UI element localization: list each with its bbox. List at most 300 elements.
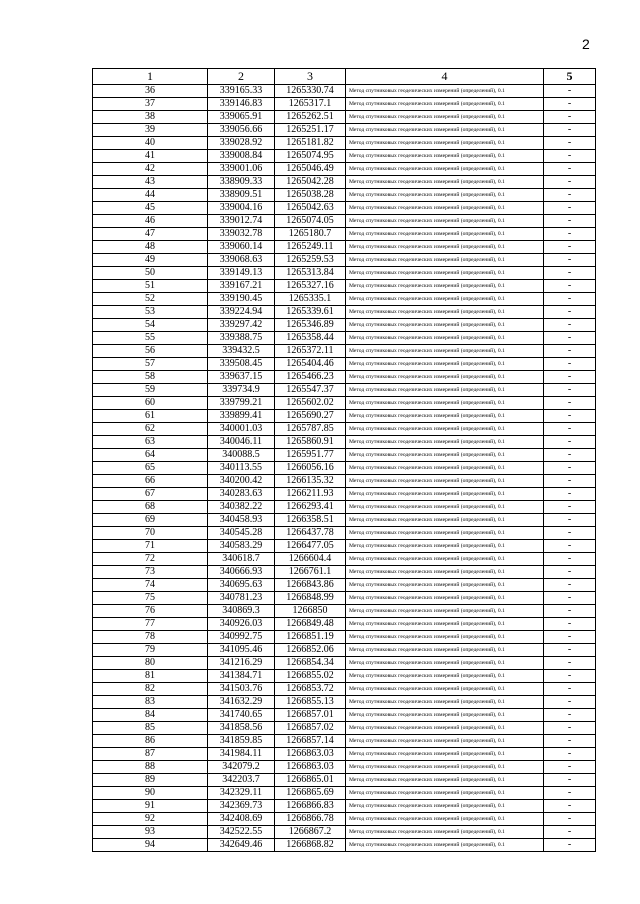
table-row [93, 592, 596, 605]
point-number-cell: 77 [93, 618, 208, 631]
method-cell: Метод спутниковых геодезических измерений (определений), 0.1 [346, 592, 544, 605]
table-row [93, 696, 596, 709]
column5-cell: - [544, 527, 596, 540]
y-coordinate-cell: 1266866.83 [275, 800, 346, 813]
point-number-cell: 91 [93, 800, 208, 813]
table-row [93, 514, 596, 527]
point-number-cell: 53 [93, 306, 208, 319]
point-number-cell: 60 [93, 397, 208, 410]
table-row [93, 384, 596, 397]
method-cell: Метод спутниковых геодезических измерений (определений), 0.1 [346, 540, 544, 553]
point-number-cell: 41 [93, 150, 208, 163]
method-cell: Метод спутниковых геодезических измерений (определений), 0.1 [346, 293, 544, 306]
point-number-cell: 64 [93, 449, 208, 462]
point-number-cell: 62 [93, 423, 208, 436]
method-cell: Метод спутниковых геодезических измерений (определений), 0.1 [346, 553, 544, 566]
point-number-cell: 51 [93, 280, 208, 293]
method-cell: Метод спутниковых геодезических измерений (определений), 0.1 [346, 813, 544, 826]
column-header-5: 5 [544, 69, 596, 85]
column5-cell: - [544, 501, 596, 514]
method-cell: Метод спутниковых геодезических измерений (определений), 0.1 [346, 163, 544, 176]
column5-cell: - [544, 839, 596, 852]
point-number-cell: 89 [93, 774, 208, 787]
column5-cell: - [544, 696, 596, 709]
column5-cell: - [544, 215, 596, 228]
point-number-cell: 58 [93, 371, 208, 384]
point-number-cell: 76 [93, 605, 208, 618]
x-coordinate-cell: 340869.3 [208, 605, 275, 618]
point-number-cell: 80 [93, 657, 208, 670]
x-coordinate-cell: 342649.46 [208, 839, 275, 852]
x-coordinate-cell: 341740.65 [208, 709, 275, 722]
point-number-cell: 79 [93, 644, 208, 657]
column5-cell: - [544, 787, 596, 800]
x-coordinate-cell: 339432.5 [208, 345, 275, 358]
page-number: 2 [582, 36, 590, 52]
x-coordinate-cell: 339388.75 [208, 332, 275, 345]
y-coordinate-cell: 1266851.19 [275, 631, 346, 644]
column5-cell: - [544, 85, 596, 98]
method-cell: Метод спутниковых геодезических измерений (определений), 0.1 [346, 397, 544, 410]
point-number-cell: 43 [93, 176, 208, 189]
method-cell: Метод спутниковых геодезических измерений (определений), 0.1 [346, 657, 544, 670]
y-coordinate-cell: 1265690.27 [275, 410, 346, 423]
point-number-cell: 56 [93, 345, 208, 358]
y-coordinate-cell: 1265074.05 [275, 215, 346, 228]
column5-cell: - [544, 813, 596, 826]
column5-cell: - [544, 592, 596, 605]
y-coordinate-cell: 1266863.03 [275, 748, 346, 761]
y-coordinate-cell: 1265313.84 [275, 267, 346, 280]
point-number-cell: 50 [93, 267, 208, 280]
column5-cell: - [544, 462, 596, 475]
method-cell: Метод спутниковых геодезических измерений (определений), 0.1 [346, 683, 544, 696]
table-row [93, 306, 596, 319]
x-coordinate-cell: 341984.11 [208, 748, 275, 761]
x-coordinate-cell: 341859.85 [208, 735, 275, 748]
x-coordinate-cell: 339799.21 [208, 397, 275, 410]
y-coordinate-cell: 1266865.01 [275, 774, 346, 787]
x-coordinate-cell: 341095.46 [208, 644, 275, 657]
column5-cell: - [544, 397, 596, 410]
column5-cell: - [544, 345, 596, 358]
column-header-3: 3 [275, 69, 346, 85]
column5-cell: - [544, 111, 596, 124]
table-body [93, 85, 596, 852]
x-coordinate-cell: 339508.45 [208, 358, 275, 371]
table-row [93, 566, 596, 579]
method-cell: Метод спутниковых геодезических измерений (определений), 0.1 [346, 215, 544, 228]
column5-cell: - [544, 566, 596, 579]
method-cell: Метод спутниковых геодезических измерений (определений), 0.1 [346, 124, 544, 137]
x-coordinate-cell: 340382.22 [208, 501, 275, 514]
method-cell: Метод спутниковых геодезических измерений (определений), 0.1 [346, 774, 544, 787]
point-number-cell: 73 [93, 566, 208, 579]
x-coordinate-cell: 342369.73 [208, 800, 275, 813]
point-number-cell: 70 [93, 527, 208, 540]
method-cell: Метод спутниковых геодезических измерений (определений), 0.1 [346, 254, 544, 267]
method-cell: Метод спутниковых геодезических измерений (определений), 0.1 [346, 410, 544, 423]
x-coordinate-cell: 339065.91 [208, 111, 275, 124]
x-coordinate-cell: 340458.93 [208, 514, 275, 527]
method-cell: Метод спутниковых геодезических измерений (определений), 0.1 [346, 761, 544, 774]
x-coordinate-cell: 340781.23 [208, 592, 275, 605]
table-row [93, 800, 596, 813]
point-number-cell: 42 [93, 163, 208, 176]
method-cell: Метод спутниковых геодезических измерений (определений), 0.1 [346, 150, 544, 163]
table-row [93, 111, 596, 124]
table-header-row [93, 69, 596, 85]
x-coordinate-cell: 339637.15 [208, 371, 275, 384]
column-header-1: 1 [93, 69, 208, 85]
column5-cell: - [544, 137, 596, 150]
table-row [93, 150, 596, 163]
point-number-cell: 52 [93, 293, 208, 306]
table-row [93, 423, 596, 436]
table-row [93, 774, 596, 787]
table-row [93, 371, 596, 384]
table-row [93, 98, 596, 111]
y-coordinate-cell: 1266853.72 [275, 683, 346, 696]
x-coordinate-cell: 340618.7 [208, 553, 275, 566]
method-cell: Метод спутниковых геодезических измерений (определений), 0.1 [346, 371, 544, 384]
x-coordinate-cell: 342079.2 [208, 761, 275, 774]
method-cell: Метод спутниковых геодезических измерений (определений), 0.1 [346, 800, 544, 813]
x-coordinate-cell: 342203.7 [208, 774, 275, 787]
column5-cell: - [544, 98, 596, 111]
point-number-cell: 69 [93, 514, 208, 527]
method-cell: Метод спутниковых геодезических измерений (определений), 0.1 [346, 436, 544, 449]
y-coordinate-cell: 1266867.2 [275, 826, 346, 839]
column5-cell: - [544, 371, 596, 384]
y-coordinate-cell: 1265074.95 [275, 150, 346, 163]
y-coordinate-cell: 1266358.51 [275, 514, 346, 527]
x-coordinate-cell: 339004.16 [208, 202, 275, 215]
column-header-2: 2 [208, 69, 275, 85]
point-number-cell: 40 [93, 137, 208, 150]
y-coordinate-cell: 1265262.51 [275, 111, 346, 124]
point-number-cell: 84 [93, 709, 208, 722]
column5-cell: - [544, 826, 596, 839]
y-coordinate-cell: 1266848.99 [275, 592, 346, 605]
x-coordinate-cell: 339012.74 [208, 215, 275, 228]
column5-cell: - [544, 774, 596, 787]
method-cell: Метод спутниковых геодезических измерений (определений), 0.1 [346, 423, 544, 436]
method-cell: Метод спутниковых геодезических измерений (определений), 0.1 [346, 605, 544, 618]
point-number-cell: 68 [93, 501, 208, 514]
point-number-cell: 61 [93, 410, 208, 423]
table-row [93, 163, 596, 176]
point-number-cell: 54 [93, 319, 208, 332]
x-coordinate-cell: 340088.5 [208, 449, 275, 462]
point-number-cell: 39 [93, 124, 208, 137]
y-coordinate-cell: 1266857.14 [275, 735, 346, 748]
x-coordinate-cell: 339008.84 [208, 150, 275, 163]
point-number-cell: 78 [93, 631, 208, 644]
point-number-cell: 83 [93, 696, 208, 709]
method-cell: Метод спутниковых геодезических измерений (определений), 0.1 [346, 241, 544, 254]
column5-cell: - [544, 449, 596, 462]
table-row [93, 605, 596, 618]
y-coordinate-cell: 1266868.82 [275, 839, 346, 852]
method-cell: Метод спутниковых геодезических измерений (определений), 0.1 [346, 449, 544, 462]
x-coordinate-cell: 338909.51 [208, 189, 275, 202]
point-number-cell: 93 [93, 826, 208, 839]
column5-cell: - [544, 800, 596, 813]
column5-cell: - [544, 605, 596, 618]
y-coordinate-cell: 1266477.05 [275, 540, 346, 553]
method-cell: Метод спутниковых геодезических измерений (определений), 0.1 [346, 319, 544, 332]
column5-cell: - [544, 267, 596, 280]
column5-cell: - [544, 228, 596, 241]
column5-cell: - [544, 332, 596, 345]
method-cell: Метод спутниковых геодезических измерений (определений), 0.1 [346, 475, 544, 488]
column5-cell: - [544, 748, 596, 761]
table-row [93, 735, 596, 748]
y-coordinate-cell: 1265181.82 [275, 137, 346, 150]
y-coordinate-cell: 1265251.17 [275, 124, 346, 137]
y-coordinate-cell: 1265372.11 [275, 345, 346, 358]
column5-cell: - [544, 150, 596, 163]
point-number-cell: 49 [93, 254, 208, 267]
table-row [93, 202, 596, 215]
y-coordinate-cell: 1265466.23 [275, 371, 346, 384]
column5-cell: - [544, 423, 596, 436]
method-cell: Метод спутниковых геодезических измерений (определений), 0.1 [346, 514, 544, 527]
method-cell: Метод спутниковых геодезических измерений (определений), 0.1 [346, 137, 544, 150]
table-row [93, 826, 596, 839]
table-row [93, 267, 596, 280]
x-coordinate-cell: 339032.78 [208, 228, 275, 241]
y-coordinate-cell: 1265317.1 [275, 98, 346, 111]
table-row [93, 683, 596, 696]
method-cell: Метод спутниковых геодезических измерений (определений), 0.1 [346, 345, 544, 358]
x-coordinate-cell: 339297.42 [208, 319, 275, 332]
table-row [93, 215, 596, 228]
column5-cell: - [544, 436, 596, 449]
table-row [93, 475, 596, 488]
column-header-4: 4 [346, 69, 544, 85]
x-coordinate-cell: 339190.45 [208, 293, 275, 306]
table-row [93, 124, 596, 137]
x-coordinate-cell: 341384.71 [208, 670, 275, 683]
y-coordinate-cell: 1265860.91 [275, 436, 346, 449]
table-row [93, 722, 596, 735]
column5-cell: - [544, 189, 596, 202]
table-row [93, 631, 596, 644]
point-number-cell: 47 [93, 228, 208, 241]
table-row [93, 254, 596, 267]
x-coordinate-cell: 341216.29 [208, 657, 275, 670]
method-cell: Метод спутниковых геодезических измерений (определений), 0.1 [346, 735, 544, 748]
table-row [93, 761, 596, 774]
x-coordinate-cell: 340666.93 [208, 566, 275, 579]
table-row [93, 501, 596, 514]
column5-cell: - [544, 683, 596, 696]
y-coordinate-cell: 1266761.1 [275, 566, 346, 579]
table-row [93, 319, 596, 332]
table-row [93, 644, 596, 657]
x-coordinate-cell: 339056.66 [208, 124, 275, 137]
method-cell: Метод спутниковых геодезических измерений (определений), 0.1 [346, 709, 544, 722]
method-cell: Метод спутниковых геодезических измерений (определений), 0.1 [346, 631, 544, 644]
method-cell: Метод спутниковых геодезических измерений (определений), 0.1 [346, 306, 544, 319]
column5-cell: - [544, 761, 596, 774]
point-number-cell: 75 [93, 592, 208, 605]
y-coordinate-cell: 1265046.49 [275, 163, 346, 176]
point-number-cell: 74 [93, 579, 208, 592]
method-cell: Метод спутниковых геодезических измерений (определений), 0.1 [346, 202, 544, 215]
x-coordinate-cell: 340992.75 [208, 631, 275, 644]
point-number-cell: 55 [93, 332, 208, 345]
point-number-cell: 81 [93, 670, 208, 683]
method-cell: Метод спутниковых геодезических измерений (определений), 0.1 [346, 280, 544, 293]
y-coordinate-cell: 1265547.37 [275, 384, 346, 397]
table-row [93, 449, 596, 462]
method-cell: Метод спутниковых геодезических измерений (определений), 0.1 [346, 748, 544, 761]
column5-cell: - [544, 540, 596, 553]
point-number-cell: 38 [93, 111, 208, 124]
column5-cell: - [544, 644, 596, 657]
method-cell: Метод спутниковых геодезических измерений (определений), 0.1 [346, 267, 544, 280]
column5-cell: - [544, 410, 596, 423]
x-coordinate-cell: 342408.69 [208, 813, 275, 826]
y-coordinate-cell: 1265602.02 [275, 397, 346, 410]
method-cell: Метод спутниковых геодезических измерений (определений), 0.1 [346, 358, 544, 371]
y-coordinate-cell: 1265180.7 [275, 228, 346, 241]
x-coordinate-cell: 339734.9 [208, 384, 275, 397]
x-coordinate-cell: 339167.21 [208, 280, 275, 293]
x-coordinate-cell: 341858.56 [208, 722, 275, 735]
y-coordinate-cell: 1265249.11 [275, 241, 346, 254]
table-row [93, 397, 596, 410]
point-number-cell: 67 [93, 488, 208, 501]
method-cell: Метод спутниковых геодезических измерений (определений), 0.1 [346, 488, 544, 501]
method-cell: Метод спутниковых геодезических измерений (определений), 0.1 [346, 111, 544, 124]
point-number-cell: 72 [93, 553, 208, 566]
column5-cell: - [544, 722, 596, 735]
method-cell: Метод спутниковых геодезических измерений (определений), 0.1 [346, 670, 544, 683]
table-row [93, 436, 596, 449]
table-row [93, 332, 596, 345]
column5-cell: - [544, 280, 596, 293]
table-row [93, 657, 596, 670]
table-row [93, 618, 596, 631]
table-row [93, 813, 596, 826]
y-coordinate-cell: 1265038.28 [275, 189, 346, 202]
method-cell: Метод спутниковых геодезических измерений (определений), 0.1 [346, 618, 544, 631]
table-row [93, 709, 596, 722]
y-coordinate-cell: 1265042.28 [275, 176, 346, 189]
y-coordinate-cell: 1266135.32 [275, 475, 346, 488]
point-number-cell: 66 [93, 475, 208, 488]
y-coordinate-cell: 1266855.02 [275, 670, 346, 683]
x-coordinate-cell: 339001.06 [208, 163, 275, 176]
column5-cell: - [544, 254, 596, 267]
point-number-cell: 71 [93, 540, 208, 553]
column5-cell: - [544, 176, 596, 189]
y-coordinate-cell: 1266437.78 [275, 527, 346, 540]
table-row [93, 839, 596, 852]
x-coordinate-cell: 342329.11 [208, 787, 275, 800]
x-coordinate-cell: 340001.03 [208, 423, 275, 436]
column5-cell: - [544, 579, 596, 592]
method-cell: Метод спутниковых геодезических измерений (определений), 0.1 [346, 787, 544, 800]
point-number-cell: 88 [93, 761, 208, 774]
table-row [93, 241, 596, 254]
table-row [93, 176, 596, 189]
method-cell: Метод спутниковых геодезических измерений (определений), 0.1 [346, 384, 544, 397]
x-coordinate-cell: 342522.55 [208, 826, 275, 839]
point-number-cell: 87 [93, 748, 208, 761]
point-number-cell: 86 [93, 735, 208, 748]
column5-cell: - [544, 163, 596, 176]
y-coordinate-cell: 1265358.44 [275, 332, 346, 345]
y-coordinate-cell: 1266850 [275, 605, 346, 618]
table-row [93, 579, 596, 592]
column5-cell: - [544, 657, 596, 670]
x-coordinate-cell: 339224.94 [208, 306, 275, 319]
x-coordinate-cell: 340046.11 [208, 436, 275, 449]
column5-cell: - [544, 241, 596, 254]
y-coordinate-cell: 1266852.06 [275, 644, 346, 657]
table-row [93, 137, 596, 150]
method-cell: Метод спутниковых геодезических измерений (определений), 0.1 [346, 579, 544, 592]
x-coordinate-cell: 340545.28 [208, 527, 275, 540]
point-number-cell: 94 [93, 839, 208, 852]
method-cell: Метод спутниковых геодезических измерений (определений), 0.1 [346, 527, 544, 540]
point-number-cell: 90 [93, 787, 208, 800]
method-cell: Метод спутниковых геодезических измерений (определений), 0.1 [346, 85, 544, 98]
column5-cell: - [544, 670, 596, 683]
column5-cell: - [544, 306, 596, 319]
y-coordinate-cell: 1265330.74 [275, 85, 346, 98]
x-coordinate-cell: 341632.29 [208, 696, 275, 709]
table-row [93, 462, 596, 475]
y-coordinate-cell: 1266211.93 [275, 488, 346, 501]
method-cell: Метод спутниковых геодезических измерений (определений), 0.1 [346, 462, 544, 475]
x-coordinate-cell: 339028.92 [208, 137, 275, 150]
y-coordinate-cell: 1265339.61 [275, 306, 346, 319]
method-cell: Метод спутниковых геодезических измерений (определений), 0.1 [346, 839, 544, 852]
point-number-cell: 92 [93, 813, 208, 826]
x-coordinate-cell: 340695.63 [208, 579, 275, 592]
y-coordinate-cell: 1265951.77 [275, 449, 346, 462]
y-coordinate-cell: 1266604.4 [275, 553, 346, 566]
column5-cell: - [544, 475, 596, 488]
method-cell: Метод спутниковых геодезических измерений (определений), 0.1 [346, 566, 544, 579]
method-cell: Метод спутниковых геодезических измерений (определений), 0.1 [346, 189, 544, 202]
table-row [93, 527, 596, 540]
x-coordinate-cell: 339899.41 [208, 410, 275, 423]
table-row [93, 540, 596, 553]
table-row [93, 553, 596, 566]
table-row [93, 293, 596, 306]
method-cell: Метод спутниковых геодезических измерений (определений), 0.1 [346, 826, 544, 839]
column5-cell: - [544, 124, 596, 137]
point-number-cell: 36 [93, 85, 208, 98]
table-row [93, 280, 596, 293]
x-coordinate-cell: 340200.42 [208, 475, 275, 488]
x-coordinate-cell: 340283.63 [208, 488, 275, 501]
table-row [93, 85, 596, 98]
x-coordinate-cell: 341503.76 [208, 683, 275, 696]
table-row [93, 358, 596, 371]
x-coordinate-cell: 340583.29 [208, 540, 275, 553]
column5-cell: - [544, 384, 596, 397]
x-coordinate-cell: 339060.14 [208, 241, 275, 254]
point-number-cell: 59 [93, 384, 208, 397]
